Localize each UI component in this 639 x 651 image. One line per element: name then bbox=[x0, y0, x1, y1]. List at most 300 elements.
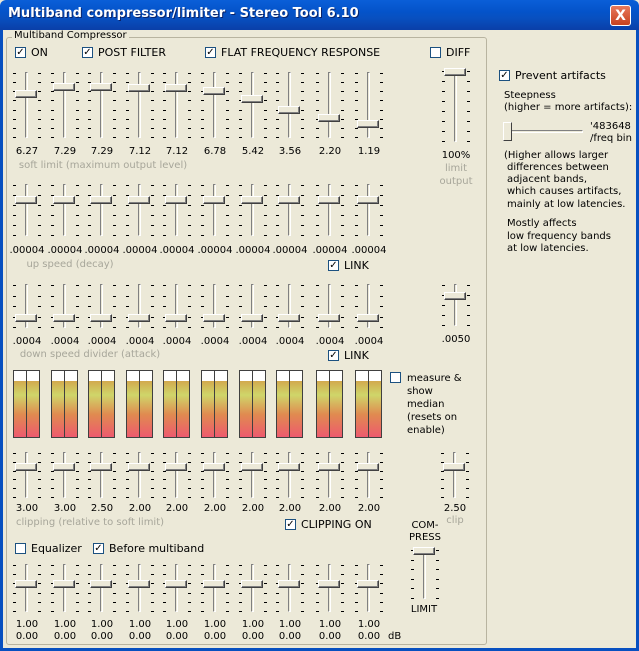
slider-thumb[interactable] bbox=[128, 196, 150, 204]
soft-limit-slider[interactable] bbox=[125, 70, 155, 140]
slider-thumb[interactable] bbox=[241, 196, 263, 204]
slider-tick bbox=[316, 82, 319, 83]
slider-thumb[interactable] bbox=[278, 106, 300, 114]
slider-thumb[interactable] bbox=[90, 580, 112, 588]
slider-thumb[interactable] bbox=[318, 314, 340, 322]
down-speed-value: .0004 bbox=[50, 336, 80, 347]
slider-thumb[interactable] bbox=[357, 120, 379, 128]
slider-thumb[interactable] bbox=[203, 580, 225, 588]
slider-tick bbox=[163, 100, 166, 101]
soft-limit-slider[interactable] bbox=[50, 70, 80, 140]
limit-output-value: 100% bbox=[441, 150, 471, 161]
slider-tick bbox=[151, 285, 154, 286]
up-speed-value: .00004 bbox=[159, 245, 195, 256]
slider-tick bbox=[13, 306, 16, 307]
eq-slider[interactable] bbox=[87, 562, 117, 614]
eq-slider[interactable] bbox=[354, 562, 384, 614]
down-speed-slider[interactable] bbox=[200, 282, 230, 330]
clipping-slider[interactable] bbox=[125, 450, 155, 500]
slider-thumb[interactable] bbox=[241, 463, 263, 471]
clipping-on-checkbox[interactable] bbox=[285, 518, 372, 531]
measure-median-checkbox[interactable] bbox=[390, 372, 401, 383]
slider-tick bbox=[201, 296, 204, 297]
slider-thumb[interactable] bbox=[15, 90, 37, 98]
slider-tick bbox=[301, 82, 304, 83]
down-speed-slider[interactable] bbox=[12, 282, 42, 330]
prevent-artifacts-checkbox[interactable] bbox=[499, 69, 606, 82]
slider-tick bbox=[88, 479, 91, 480]
post-filter-checkbox[interactable] bbox=[82, 46, 166, 59]
slider-tick bbox=[76, 73, 79, 74]
slider-thumb[interactable] bbox=[318, 580, 340, 588]
link-down-checkbox[interactable] bbox=[328, 349, 369, 362]
slider-tick bbox=[301, 73, 304, 74]
slider-tick bbox=[226, 195, 229, 196]
slider-tick bbox=[13, 225, 16, 226]
slider-tick bbox=[301, 185, 304, 186]
slider-tick bbox=[13, 611, 16, 612]
level-meter bbox=[51, 370, 65, 438]
slider-track bbox=[138, 452, 141, 498]
slider-tick bbox=[13, 82, 16, 83]
slider-tick bbox=[355, 488, 358, 489]
slider-tick bbox=[38, 119, 41, 120]
slider-tick bbox=[188, 285, 191, 286]
slider-tick bbox=[113, 205, 116, 206]
slider-tick bbox=[355, 225, 358, 226]
up-speed-slider[interactable] bbox=[275, 182, 305, 238]
slider-tick bbox=[151, 583, 154, 584]
level-meter bbox=[239, 370, 253, 438]
db-unit: dB bbox=[388, 631, 402, 642]
slider-tick bbox=[467, 141, 470, 142]
slider-tick bbox=[380, 185, 383, 186]
help-line-5: mainly at low latencies. bbox=[507, 199, 626, 210]
slider-tick bbox=[276, 128, 279, 129]
slider-thumb[interactable] bbox=[165, 580, 187, 588]
slider-thumb[interactable] bbox=[15, 196, 37, 204]
slider-tick bbox=[38, 73, 41, 74]
slider-tick bbox=[151, 91, 154, 92]
slider-thumb[interactable] bbox=[165, 84, 187, 92]
slider-tick bbox=[239, 602, 242, 603]
slider-tick bbox=[380, 225, 383, 226]
soft-limit-slider[interactable] bbox=[200, 70, 230, 140]
slider-tick bbox=[301, 110, 304, 111]
slider-tick bbox=[51, 453, 54, 454]
slider-tick bbox=[88, 611, 91, 612]
slider-tick bbox=[226, 73, 229, 74]
on-label: ON bbox=[31, 46, 48, 59]
clip-extra-slider[interactable] bbox=[440, 450, 470, 500]
soft-limit-slider[interactable] bbox=[238, 70, 268, 140]
level-meter bbox=[252, 370, 266, 438]
slider-thumb[interactable] bbox=[165, 196, 187, 204]
help-line-8: at low latencies. bbox=[507, 243, 589, 254]
slider-thumb[interactable] bbox=[413, 547, 435, 555]
slider-thumb[interactable] bbox=[53, 83, 75, 91]
slider-track bbox=[100, 564, 103, 612]
slider-tick bbox=[126, 488, 129, 489]
slider-tick bbox=[380, 611, 383, 612]
slider-tick bbox=[151, 306, 154, 307]
slider-tick bbox=[239, 82, 242, 83]
slider-tick bbox=[301, 137, 304, 138]
slider-thumb[interactable] bbox=[53, 314, 75, 322]
before-multiband-checkbox[interactable] bbox=[93, 542, 204, 555]
slider-tick bbox=[51, 488, 54, 489]
slider-tick bbox=[355, 91, 358, 92]
slider-thumb[interactable] bbox=[90, 83, 112, 91]
up-speed-slider[interactable] bbox=[238, 182, 268, 238]
slider-thumb[interactable] bbox=[90, 196, 112, 204]
prevent-artifacts-label: Prevent artifacts bbox=[515, 69, 606, 82]
slider-track bbox=[505, 130, 583, 133]
meter-fill bbox=[27, 381, 39, 437]
slider-tick bbox=[226, 479, 229, 480]
equalizer-label: Equalizer bbox=[31, 542, 82, 555]
slider-tick bbox=[226, 235, 229, 236]
slider-tick bbox=[276, 285, 279, 286]
steepness-slider[interactable] bbox=[503, 120, 585, 142]
slider-tick bbox=[466, 462, 469, 463]
slider-tick bbox=[201, 285, 204, 286]
soft-limit-slider[interactable] bbox=[315, 70, 345, 140]
slider-thumb[interactable] bbox=[203, 196, 225, 204]
clipping-on-label: CLIPPING ON bbox=[301, 518, 372, 531]
slider-tick bbox=[467, 91, 470, 92]
slider-tick bbox=[467, 111, 470, 112]
clipping-slider[interactable] bbox=[200, 450, 230, 500]
slider-track bbox=[367, 184, 370, 236]
slider-tick bbox=[88, 185, 91, 186]
slider-tick bbox=[411, 588, 414, 589]
slider-tick bbox=[466, 488, 469, 489]
slider-thumb[interactable] bbox=[444, 292, 466, 300]
slider-tick bbox=[264, 583, 267, 584]
link-up-checkbox[interactable] bbox=[328, 259, 369, 272]
eq-slider[interactable] bbox=[200, 562, 230, 614]
slider-tick bbox=[341, 91, 344, 92]
slider-tick bbox=[226, 574, 229, 575]
slider-thumb[interactable] bbox=[357, 196, 379, 204]
slider-thumb[interactable] bbox=[443, 463, 465, 471]
meter-fill bbox=[215, 381, 227, 437]
slider-thumb[interactable] bbox=[90, 314, 112, 322]
down-speed-value: .0004 bbox=[275, 336, 305, 347]
down-speed-slider[interactable] bbox=[125, 282, 155, 330]
help-line-7: low frequency bands bbox=[507, 231, 611, 242]
eq-slider[interactable] bbox=[162, 562, 192, 614]
slider-tick bbox=[226, 82, 229, 83]
slider-tick bbox=[151, 82, 154, 83]
up-speed-slider[interactable] bbox=[87, 182, 117, 238]
up-speed-slider[interactable] bbox=[50, 182, 80, 238]
slider-tick bbox=[301, 205, 304, 206]
slider-tick bbox=[38, 195, 41, 196]
down-speed-slider[interactable] bbox=[275, 282, 305, 330]
slider-tick bbox=[239, 91, 242, 92]
slider-tick bbox=[442, 101, 445, 102]
up-speed-value: .00004 bbox=[351, 245, 387, 256]
slider-tick bbox=[442, 285, 445, 286]
up-speed-slider[interactable] bbox=[125, 182, 155, 238]
down-speed-slider[interactable] bbox=[87, 282, 117, 330]
slider-thumb[interactable] bbox=[318, 114, 340, 122]
equalizer-checkbox[interactable] bbox=[15, 542, 82, 555]
slider-tick bbox=[341, 593, 344, 594]
slider-track bbox=[100, 72, 103, 138]
slider-tick bbox=[188, 82, 191, 83]
slider-tick bbox=[126, 602, 129, 603]
slider-tick bbox=[239, 73, 242, 74]
slider-tick bbox=[276, 73, 279, 74]
diff-checkbox[interactable] bbox=[430, 46, 470, 59]
slider-thumb[interactable] bbox=[128, 463, 150, 471]
down-speed-value: .0004 bbox=[87, 336, 117, 347]
slider-thumb[interactable] bbox=[444, 68, 466, 76]
eq-slider[interactable] bbox=[50, 562, 80, 614]
slider-thumb[interactable] bbox=[357, 314, 379, 322]
soft-limit-slider[interactable] bbox=[354, 70, 384, 140]
slider-tick bbox=[301, 225, 304, 226]
eq-slider[interactable] bbox=[238, 562, 268, 614]
slider-tick bbox=[467, 81, 470, 82]
down-speed-slider[interactable] bbox=[354, 282, 384, 330]
slider-tick bbox=[411, 598, 414, 599]
up-speed-slider[interactable] bbox=[162, 182, 192, 238]
flat-frequency-label: FLAT FREQUENCY RESPONSE bbox=[221, 46, 381, 59]
slider-tick bbox=[163, 479, 166, 480]
clipping-slider[interactable] bbox=[315, 450, 345, 500]
slider-tick bbox=[276, 185, 279, 186]
slider-tick bbox=[201, 497, 204, 498]
slider-thumb[interactable] bbox=[357, 580, 379, 588]
slider-tick bbox=[38, 317, 41, 318]
slider-tick bbox=[113, 225, 116, 226]
slider-track bbox=[367, 452, 370, 498]
slider-tick bbox=[316, 565, 319, 566]
slider-thumb[interactable] bbox=[165, 314, 187, 322]
slider-thumb[interactable] bbox=[15, 580, 37, 588]
slider-thumb[interactable] bbox=[278, 314, 300, 322]
slider-thumb[interactable] bbox=[128, 580, 150, 588]
slider-thumb[interactable] bbox=[15, 314, 37, 322]
slider-tick bbox=[38, 488, 41, 489]
slider-tick bbox=[316, 137, 319, 138]
down-speed-slider[interactable] bbox=[50, 282, 80, 330]
slider-tick bbox=[151, 185, 154, 186]
meter-fill bbox=[330, 381, 342, 437]
slider-tick bbox=[466, 453, 469, 454]
slider-tick bbox=[51, 100, 54, 101]
slider-tick bbox=[355, 100, 358, 101]
slider-thumb[interactable] bbox=[503, 122, 512, 141]
slider-tick bbox=[201, 110, 204, 111]
slider-tick bbox=[113, 110, 116, 111]
eq-slider[interactable] bbox=[315, 562, 345, 614]
slider-tick bbox=[13, 497, 16, 498]
clipping-slider[interactable] bbox=[238, 450, 268, 500]
slider-tick bbox=[316, 471, 319, 472]
slider-tick bbox=[163, 235, 166, 236]
slider-thumb[interactable] bbox=[128, 314, 150, 322]
slider-tick bbox=[467, 101, 470, 102]
slider-tick bbox=[163, 137, 166, 138]
slider-tick bbox=[226, 471, 229, 472]
eq-value-1: 1.00 bbox=[90, 619, 114, 630]
slider-thumb[interactable] bbox=[128, 84, 150, 92]
slider-tick bbox=[113, 128, 116, 129]
up-speed-slider[interactable] bbox=[12, 182, 42, 238]
slider-tick bbox=[380, 100, 383, 101]
slider-track bbox=[288, 72, 291, 138]
meter-fill bbox=[89, 381, 101, 437]
slider-tick bbox=[355, 73, 358, 74]
slider-tick bbox=[188, 479, 191, 480]
slider-thumb[interactable] bbox=[318, 463, 340, 471]
eq-value-1: 1.00 bbox=[165, 619, 189, 630]
slider-tick bbox=[13, 128, 16, 129]
down-speed-slider[interactable] bbox=[238, 282, 268, 330]
slider-tick bbox=[201, 306, 204, 307]
slider-tick bbox=[76, 215, 79, 216]
slider-tick bbox=[88, 73, 91, 74]
slider-tick bbox=[38, 611, 41, 612]
meter-fill bbox=[102, 381, 114, 437]
slider-tick bbox=[239, 110, 242, 111]
slider-track bbox=[328, 184, 331, 236]
slider-thumb[interactable] bbox=[15, 463, 37, 471]
slider-thumb[interactable] bbox=[203, 463, 225, 471]
clipping-slider[interactable] bbox=[87, 450, 117, 500]
slider-tick bbox=[88, 205, 91, 206]
eq-slider[interactable] bbox=[12, 562, 42, 614]
comp-limit-slider[interactable] bbox=[410, 547, 440, 601]
clipping-value: 3.00 bbox=[15, 503, 39, 514]
slider-tick bbox=[264, 205, 267, 206]
slider-thumb[interactable] bbox=[90, 463, 112, 471]
slider-thumb[interactable] bbox=[278, 463, 300, 471]
slider-thumb[interactable] bbox=[53, 580, 75, 588]
slider-tick bbox=[341, 327, 344, 328]
slider-tick bbox=[188, 235, 191, 236]
eq-slider[interactable] bbox=[275, 562, 305, 614]
slider-thumb[interactable] bbox=[318, 196, 340, 204]
slider-tick bbox=[38, 205, 41, 206]
slider-tick bbox=[301, 593, 304, 594]
soft-limit-slider[interactable] bbox=[87, 70, 117, 140]
slider-tick bbox=[13, 471, 16, 472]
down-speed-slider[interactable] bbox=[162, 282, 192, 330]
clipping-slider[interactable] bbox=[12, 450, 42, 500]
slider-thumb[interactable] bbox=[203, 87, 225, 95]
slider-tick bbox=[442, 315, 445, 316]
down-speed-slider[interactable] bbox=[315, 282, 345, 330]
clipping-slider[interactable] bbox=[162, 450, 192, 500]
slider-tick bbox=[355, 327, 358, 328]
slider-tick bbox=[113, 100, 116, 101]
slider-thumb[interactable] bbox=[53, 196, 75, 204]
slider-tick bbox=[188, 306, 191, 307]
slider-tick bbox=[163, 119, 166, 120]
flat-frequency-checkbox[interactable] bbox=[205, 46, 380, 59]
slider-tick bbox=[76, 225, 79, 226]
slider-tick bbox=[13, 110, 16, 111]
clipping-slider[interactable] bbox=[275, 450, 305, 500]
slider-track bbox=[175, 564, 178, 612]
eq-value-2: 0.00 bbox=[278, 631, 302, 642]
slider-tick bbox=[126, 497, 129, 498]
steepness-sublabel: (higher = more artifacts): bbox=[504, 102, 633, 113]
soft-limit-slider[interactable] bbox=[275, 70, 305, 140]
slider-tick bbox=[316, 306, 319, 307]
slider-thumb[interactable] bbox=[357, 463, 379, 471]
down-extra-slider[interactable] bbox=[441, 282, 471, 328]
soft-limit-value: 7.12 bbox=[128, 146, 152, 157]
slider-tick bbox=[226, 593, 229, 594]
soft-limit-slider[interactable] bbox=[162, 70, 192, 140]
slider-thumb[interactable] bbox=[165, 463, 187, 471]
slider-tick bbox=[38, 602, 41, 603]
slider-tick bbox=[316, 235, 319, 236]
slider-tick bbox=[301, 565, 304, 566]
slider-track bbox=[175, 452, 178, 498]
up-speed-slider[interactable] bbox=[354, 182, 384, 238]
slider-thumb[interactable] bbox=[241, 314, 263, 322]
close-button[interactable]: X bbox=[610, 5, 631, 26]
limit-output-slider[interactable] bbox=[441, 68, 471, 144]
slider-track bbox=[328, 564, 331, 612]
up-speed-slider[interactable] bbox=[315, 182, 345, 238]
slider-tick bbox=[13, 453, 16, 454]
slider-thumb[interactable] bbox=[241, 580, 263, 588]
slider-thumb[interactable] bbox=[241, 95, 263, 103]
slider-tick bbox=[264, 462, 267, 463]
slider-thumb[interactable] bbox=[203, 314, 225, 322]
slider-thumb[interactable] bbox=[278, 196, 300, 204]
up-speed-slider[interactable] bbox=[200, 182, 230, 238]
slider-tick bbox=[380, 574, 383, 575]
clipping-slider[interactable] bbox=[354, 450, 384, 500]
slider-tick bbox=[163, 215, 166, 216]
slider-tick bbox=[239, 215, 242, 216]
slider-tick bbox=[301, 285, 304, 286]
slider-tick bbox=[341, 611, 344, 612]
slider-tick bbox=[51, 128, 54, 129]
slider-tick bbox=[301, 574, 304, 575]
eq-slider[interactable] bbox=[125, 562, 155, 614]
slider-thumb[interactable] bbox=[53, 463, 75, 471]
slider-tick bbox=[76, 479, 79, 480]
checkbox-box bbox=[285, 519, 296, 530]
slider-tick bbox=[226, 128, 229, 129]
clipping-slider[interactable] bbox=[50, 450, 80, 500]
slider-track bbox=[100, 184, 103, 236]
slider-tick bbox=[316, 602, 319, 603]
slider-tick bbox=[113, 611, 116, 612]
soft-limit-slider[interactable] bbox=[12, 70, 42, 140]
slider-tick bbox=[51, 602, 54, 603]
slider-tick bbox=[239, 128, 242, 129]
slider-thumb[interactable] bbox=[278, 580, 300, 588]
slider-tick bbox=[276, 137, 279, 138]
slider-tick bbox=[441, 453, 444, 454]
slider-tick bbox=[239, 225, 242, 226]
slider-tick bbox=[76, 602, 79, 603]
on-checkbox[interactable] bbox=[15, 46, 48, 59]
slider-tick bbox=[276, 100, 279, 101]
